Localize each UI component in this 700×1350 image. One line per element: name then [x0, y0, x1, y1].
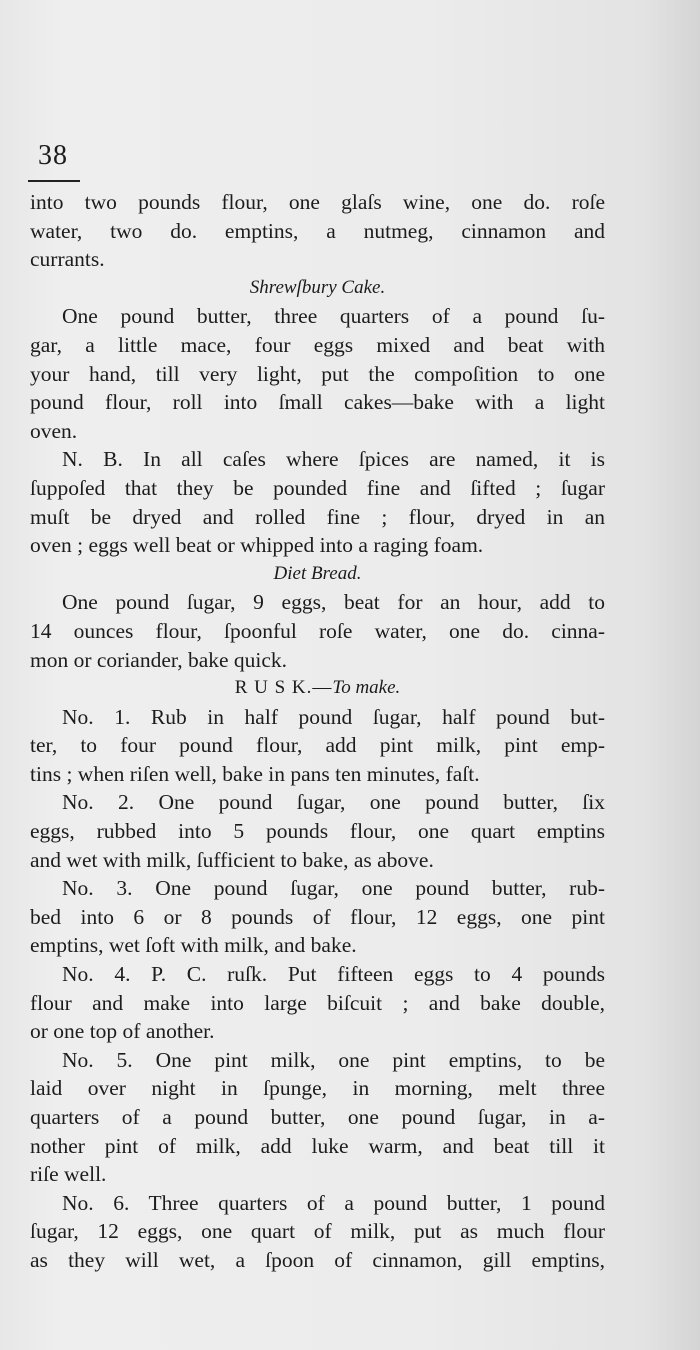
- text-line: tins ; when riſen well, bake in pans ten minutes, faſt.: [30, 761, 480, 786]
- page-number: 38: [38, 140, 68, 171]
- text-line: No. 6. Three quarters of a pound butter, 1 pound: [62, 1190, 605, 1215]
- recipe-text: [30, 188, 605, 1275]
- text-line: No. 1. Rub in half pound ſugar, half pound but-: [62, 704, 605, 729]
- text-line: ter, to four pound flour, add pint milk, pint emp-: [30, 733, 605, 758]
- text-line: your hand, till very light, put the compoſition to one: [30, 361, 605, 386]
- header-rule: [28, 180, 80, 182]
- text-line: water, two do. emptins, a nutmeg, cinnamon and: [30, 218, 605, 243]
- text-line: or one top of another.: [30, 1019, 215, 1044]
- text-line: No. 3. One pound ſugar, one pound butter, rub-: [62, 876, 605, 901]
- text-line: ſugar, 12 eggs, one quart of milk, put as much flour: [30, 1219, 605, 1244]
- text-line: laid over night in ſpunge, in morning, melt three: [30, 1076, 605, 1101]
- text-line: ſuppoſed that they be pounded fine and ſifted ; ſugar: [30, 475, 605, 500]
- text-line: 14 ounces flour, ſpoonful roſe water, one do. cinna-: [30, 618, 605, 643]
- text-line: currants.: [30, 247, 105, 272]
- text-line: oven.: [30, 418, 78, 443]
- rusk-subtitle: To make.: [332, 677, 401, 699]
- text-line: N. B. In all caſes where ſpices are named, it is: [62, 447, 605, 472]
- text-line: emptins, wet ſoft with milk, and bake.: [30, 933, 357, 958]
- text-line: One pound butter, three quarters of a pound ſu-: [62, 304, 605, 329]
- text-line: quarters of a pound butter, one pound ſugar, in a-: [30, 1105, 605, 1129]
- section-heading-shrewsbury-cake: Shrewſbury Cake.: [249, 276, 386, 298]
- text-line: muſt be dryed and rolled fine ; flour, dryed in an: [30, 504, 605, 529]
- text-line: flour and make into large biſcuit ; and bake double,: [30, 990, 605, 1015]
- text-line: into two pounds flour, one glaſs wine, one do. roſe: [30, 190, 605, 214]
- text-line: bed into 6 or 8 pounds of flour, 12 eggs, one pint: [30, 904, 605, 929]
- section-heading-diet-bread: Diet Bread.: [273, 562, 362, 584]
- text-line: and wet with milk, ſufficient to bake, as above.: [30, 847, 434, 872]
- text-line: No. 2. One pound ſugar, one pound butter, ſix: [62, 790, 605, 815]
- text-line: riſe well.: [30, 1162, 107, 1187]
- section-heading-rusk: [30, 674, 605, 703]
- text-line: eggs, rubbed into 5 pounds flour, one quart emptins: [30, 819, 605, 844]
- text-line: One pound ſugar, 9 eggs, beat for an hour, add to: [62, 590, 605, 615]
- text-line: No. 4. P. C. ruſk. Put fifteen eggs to 4 pounds: [62, 962, 605, 987]
- text-line: as they will wet, a ſpoon of cinnamon, gill emptins,: [30, 1247, 605, 1272]
- text-line: mon or coriander, bake quick.: [30, 647, 288, 672]
- text-line: oven ; eggs well beat or whipped into a raging foam.: [30, 533, 484, 558]
- rusk-title: R U S K.—: [234, 677, 333, 699]
- text-line: nother pint of milk, add luke warm, and beat till it: [30, 1133, 605, 1158]
- text-line: pound flour, roll into ſmall cakes—bake with a light: [30, 390, 605, 415]
- text-line: No. 5. One pint milk, one pint emptins, to be: [62, 1047, 605, 1072]
- text-line: gar, a little mace, four eggs mixed and beat with: [30, 332, 605, 357]
